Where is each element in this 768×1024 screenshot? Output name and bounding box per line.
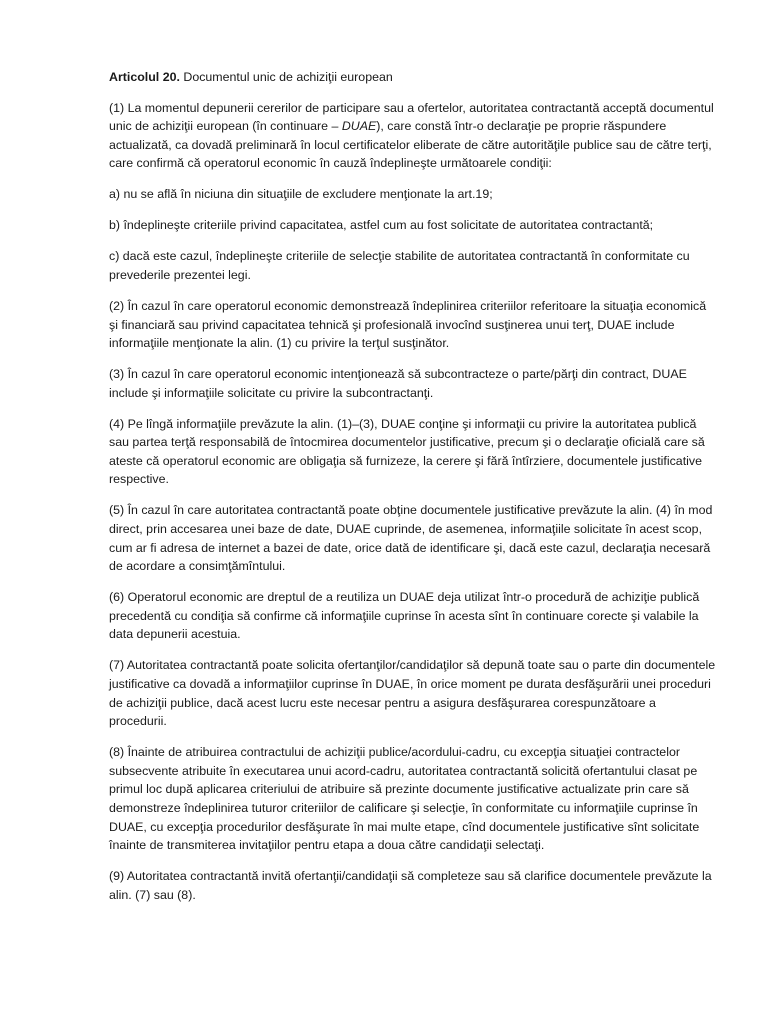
paragraph-8: (8) Înainte de atribuirea contractului de achiziţii publice/acordului-cadru, cu excepţia situaţiei contractelor subsecvente atribuite în executarea unui acord-cadru, autoritatea contractantă solicită ofertantului clasat pe primul loc după aplicarea criteriului de atribuire să prezinte documente justificative actualizate prin care să demonstreze îndeplinirea tuturor criteriilor de calificare şi selecţie, în conformitate cu informaţiile cuprinse în DUAE, cu excepţia procedurilor desfăşurate în mai multe etape, cînd documentele justificative sînt solicitate înainte de transmiterea invitaţiilor pentru etapa a doua către candidaţii selectaţi. bbox=[109, 745, 700, 853]
paragraph-2: (2) În cazul în care operatorul economic demonstrează îndeplinirea criteriilor referitoare la situaţia economică şi financiară sau privind capacitatea tehnică şi profesională invocînd susţinerea unui terţ, DUAE include informaţiile menţionate la alin. (1) cu privire la terţul susţinător. bbox=[109, 298, 707, 351]
document-body bbox=[109, 68, 717, 917]
article-number: Articolul 20. bbox=[109, 70, 180, 84]
paragraph-4: (4) Pe lîngă informaţiile prevăzute la alin. (1)–(3), DUAE conţine şi informaţii cu privire la autoritatea publică sau partea terţă responsabilă de întocmirea documentelor justificative, precum şi o declaraţie oficială care să ateste că operatorul economic are obligaţia să furnizeze, la cerere şi fără întîrziere, documentele justificative respective. bbox=[109, 416, 705, 487]
article-title: Documentul unic de achiziţii european bbox=[183, 70, 393, 84]
duae-abbreviation: DUAE bbox=[341, 119, 377, 134]
paragraph-5: (5) În cazul în care autoritatea contractantă poate obţine documentele justificative prevăzute la alin. (4) în mod direct, prin accesarea unei baze de date, DUAE cuprinde, de asemenea, informaţiile solicitate în acest scop, cum ar fi adresa de internet a bazei de date, orice dată de identificare şi, dacă este cazul, declaraţia necesară de acordare a consimţămîntului. bbox=[109, 503, 713, 574]
condition-c: c) dacă este cazul, îndeplineşte criteriile de selecţie stabilite de autoritatea contractantă în conformitate cu prevederile prezentei legi. bbox=[109, 249, 690, 282]
paragraph-1-text-end: ), care constă într-o declaraţie pe proprie răspundere actualizată, ca dovadă preliminară în locul certificatelor eliberate de către autorităţile publice sau de către terţi, care confirmă că operatorul economic în cauză îndeplineşte următoarele condiţii: bbox=[109, 119, 712, 171]
paragraph-3: (3) În cazul în care operatorul economic intenţionează să subcontracteze o parte/părţi din contract, DUAE include şi informaţiile solicitate cu privire la subcontractanţi. bbox=[109, 367, 687, 400]
paragraph-1-text-start: (1) La momentul depunerii cererilor de participare sau a ofertelor, autoritatea contractantă acceptă documentul unic de achiziţii european (în continuare – bbox=[109, 100, 714, 134]
paragraph-9: (9) Autoritatea contractantă invită ofertanţii/candidaţii să completeze sau să clarifice documentele prevăzute la alin. (7) sau (8). bbox=[109, 869, 712, 902]
paragraph-6: (6) Operatorul economic are dreptul de a reutiliza un DUAE deja utilizat într-o procedură de achiziţie publică precedentă cu condiţia să confirme că informaţiile cuprinse în acesta sînt în continuare corecte şi valabile la data depunerii acestuia. bbox=[109, 590, 700, 642]
condition-a: a) nu se află în niciuna din situaţiile de excludere menţionate la art.19; bbox=[109, 187, 493, 202]
condition-b: b) îndeplineşte criteriile privind capacitatea, astfel cum au fost solicitate de autoritatea contractantă; bbox=[109, 218, 654, 233]
paragraph-7: (7) Autoritatea contractantă poate solicita ofertanţilor/candidaţilor să depună toate sau o parte din documentele justificative ca dovadă a informaţiilor cuprinse în DUAE, în orice moment pe durata desfăşurării unei proceduri de achiziţii publice, dacă acest lucru este necesar pentru a asigura desfăşurarea corespunzătoare a procedurii. bbox=[109, 658, 716, 729]
article-heading bbox=[109, 68, 717, 87]
paragraph-1 bbox=[109, 99, 717, 173]
